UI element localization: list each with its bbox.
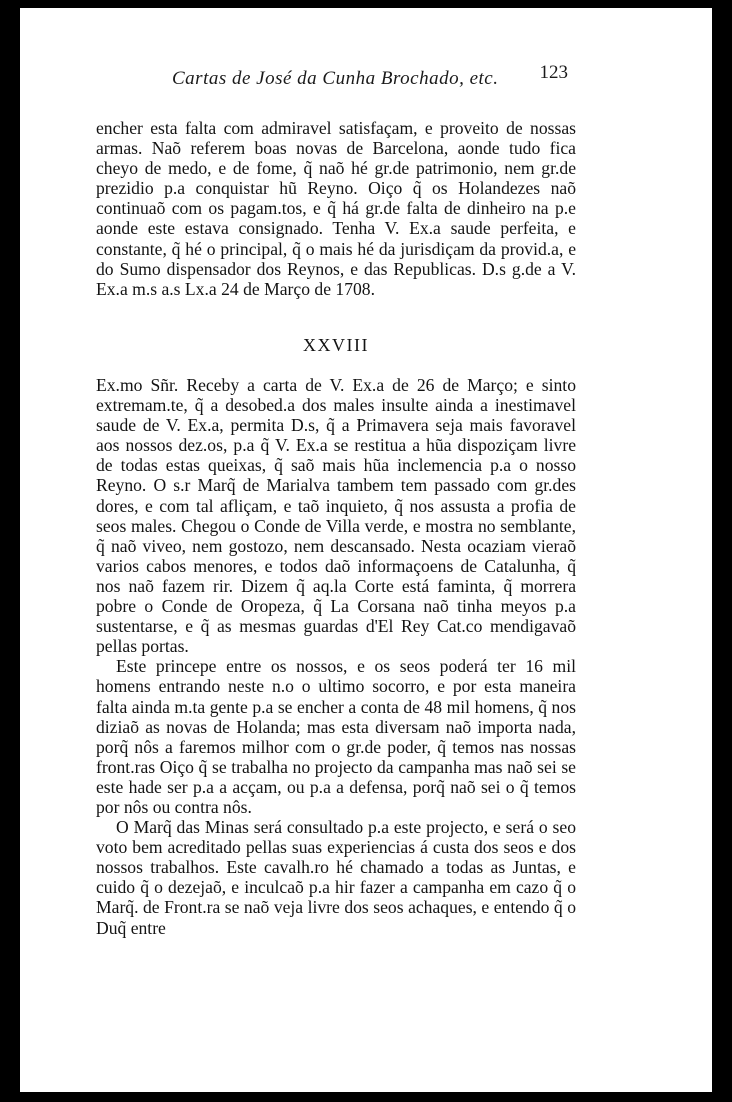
page-number: 123	[539, 62, 568, 83]
opening-paragraph: encher esta falta com admiravel satisfaçam, e proveito de nossas armas. Naõ referem boas novas de Barcelona, aonde tudo fica cheyo de medo, e de fome, q̃ naõ hé gr.de patrimonio, nem gr.de prezidio p.a conquistar hũ Reyno. Oiço q̃ os Holandezes naõ continuaõ com os pagam.tos, e q̃ há gr.de falta de dinheiro na p.e aonde este estava consignado. Tenha V. Ex.a saude perfeita, e constante, q̃ hé o principal, q̃ o mais hé da jurisdiçam da provid.a, e do Sumo dispensador dos Reynos, e das Republicas. D.s g.de a V. Ex.a m.s a.s Lx.a 24 de Março de 1708.	[96, 118, 576, 299]
letter-body	[96, 375, 576, 938]
letter-paragraph: Ex.mo Sñr. Receby a carta de V. Ex.a de 26 de Março; e sinto extremam.te, q̃ a desobed.a dos males insulte ainda a inestimavel saude de V. Ex.a, permita D.s, q̃ a Primavera seja mais favoravel aos nossos dez.os, p.a q̃ V. Ex.a se restitua a hũa dispoziçam livre de todas estas queixas, q̃ saõ mais hũa inclemencia p.a o nosso Reyno. O s.r Marq̃ de Marialva tambem tem passado com gr.des dores, e com tal afliçam, e taõ inquieto, q̃ nos assusta a profia de seos males. Chegou o Conde de Villa verde, e mostra no semblante, q̃ naõ viveo, nem gostozo, nem descansado. Nesta ocaziam vieraõ varios cabos menores, e todos daõ informaçoens de Catalunha, q̃ nos naõ fazem rir. Dizem q̃ aq.la Corte está faminta, q̃ morrera pobre o Conde de Oropeza, q̃ La Corsana naõ tinha meyos p.a sustentarse, e q̃ as mesmas guardas d'El Rey Cat.co mendigavaõ pellas portas.	[96, 375, 576, 657]
page-header	[96, 62, 576, 94]
section-heading: XXVIII	[303, 335, 369, 355]
running-title: Cartas de José da Cunha Brochado, etc.	[172, 68, 499, 89]
letter-paragraph: O Marq̃ das Minas será consultado p.a este projecto, e será o seo voto bem acreditado pellas suas experiencias á custa dos seos e dos nossos trabalhos. Este cavalh.ro hé chamado a todas as Juntas, e cuido q̃ o dezejaõ, e inculcaõ p.a hir fazer a campanha em cazo q̃ o Marq̃. de Front.ra se naõ veja livre dos seos achaques, e entendo q̃ o Duq̃ entre	[96, 817, 576, 938]
opening-text	[96, 118, 576, 299]
letter-paragraph: Este princepe entre os nossos, e os seos poderá ter 16 mil homens entrando neste n.o o ultimo socorro, e por esta maneira falta ainda m.ta gente p.a se encher a conta de 48 mil homens, q̃ nos diziaõ as novas de Holanda; mas esta diversam naõ importa nada, porq̃ nôs a faremos milhor com o gr.de poder, q̃ temos nas nossas front.ras Oiço q̃ se trabalha no projecto da campanha mas naõ sei se este hade ser p.a a acçam, ou p.a a defensa, porq̃ naõ sei o q̃ temos por nôs ou contra nôs.	[96, 656, 576, 817]
